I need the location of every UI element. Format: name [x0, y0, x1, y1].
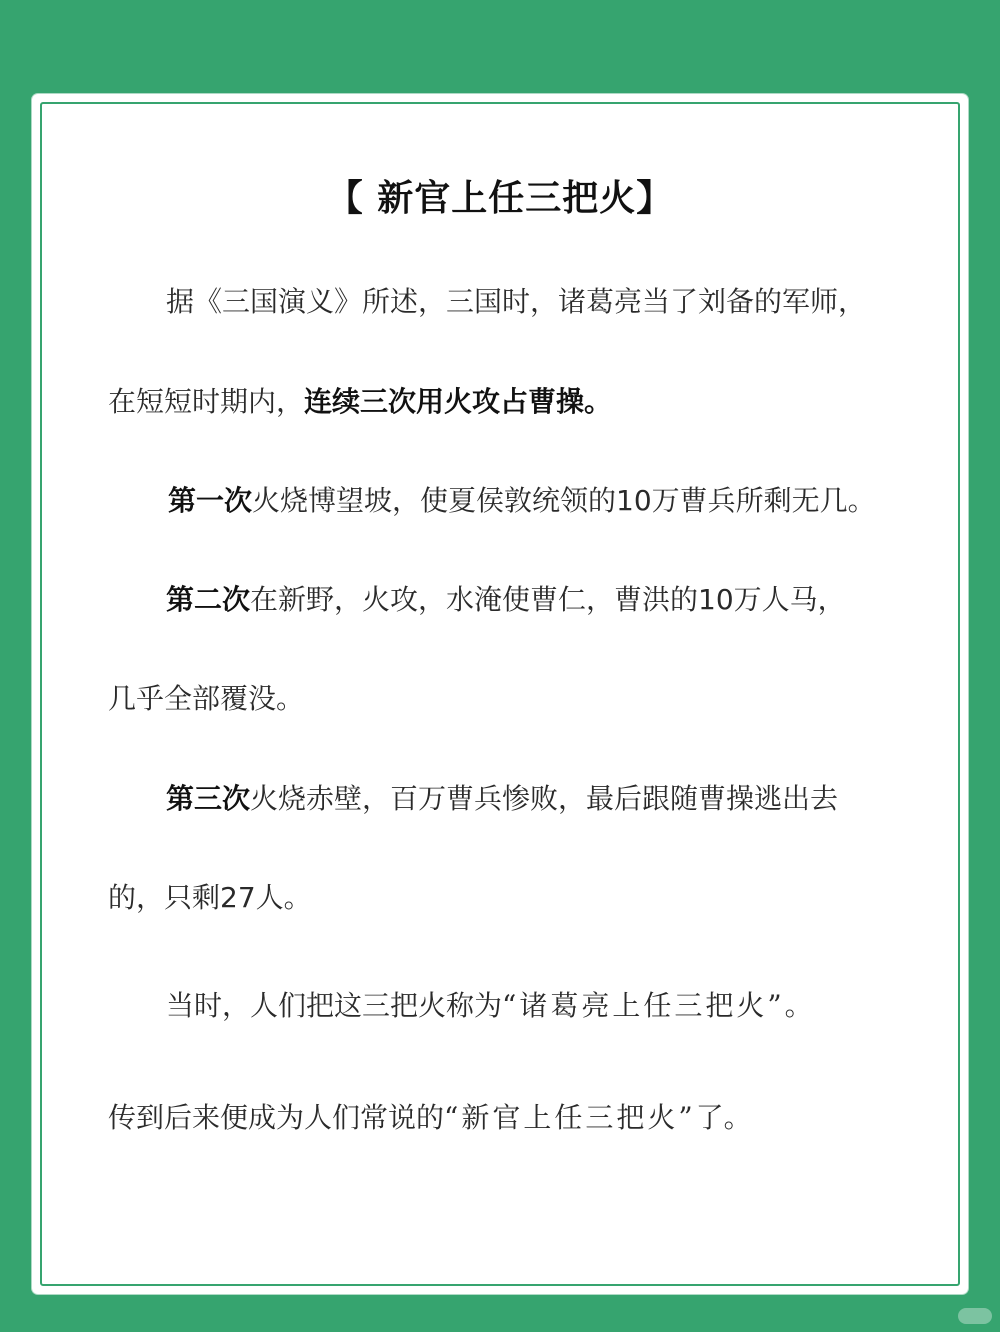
- paragraph-2-text: 火烧博望坡，使夏侯敦统领的10万曹兵所剩无几。: [252, 484, 876, 517]
- paragraph-5-line-1: [166, 986, 813, 1026]
- paragraph-3-heading: 第二次: [166, 583, 251, 616]
- paragraph-4-heading: 第三次: [166, 782, 251, 815]
- paragraph-1-text: 据《三国演义》所述，三国时，诸葛亮当了刘备的军师，: [166, 285, 867, 318]
- paragraph-6-text: 传到后来便成为人们常说的: [108, 1101, 445, 1134]
- paragraph-3-text-2: 几乎全部覆没。: [108, 682, 305, 715]
- paragraph-4-line-1: [166, 779, 838, 819]
- paragraph-6-line-1: [108, 1098, 752, 1138]
- paragraph-2-line-1: [168, 481, 876, 521]
- paragraph-3-text: 在新野，火攻，水淹使曹仁，曹洪的10万人马，: [250, 583, 846, 616]
- paragraph-1-text-2: 在短短时期内，: [108, 385, 305, 418]
- paragraph-3-line-2: [108, 679, 304, 719]
- paragraph-1-line-1: [166, 282, 866, 322]
- watermark-badge: [958, 1308, 992, 1324]
- paragraph-6-end: 了。: [695, 1101, 752, 1134]
- paragraph-5-text: 当时，人们把这三把火称为: [166, 989, 503, 1022]
- paragraph-1-line-2: [108, 382, 612, 422]
- paragraph-4-text-2: 的，只剩27人。: [108, 881, 312, 914]
- paragraph-3-line-1: [166, 580, 846, 620]
- paragraph-5-quote: “诸葛亮上任三把火”: [502, 989, 785, 1022]
- paragraph-6-quote: “新官上任三把火”: [444, 1101, 696, 1134]
- paragraph-4-line-2: [108, 878, 312, 918]
- content-card: [32, 94, 968, 1294]
- paragraph-5-end: 。: [784, 989, 813, 1022]
- paragraph-4-text: 火烧赤壁，百万曹兵惨败，最后跟随曹操逃出去: [250, 782, 839, 815]
- paragraph-2-heading: 第一次: [168, 484, 253, 517]
- page-title: 【 新官上任三把火】: [326, 178, 674, 219]
- paragraph-1-emphasis: 连续三次用火攻占曹操。: [304, 385, 613, 418]
